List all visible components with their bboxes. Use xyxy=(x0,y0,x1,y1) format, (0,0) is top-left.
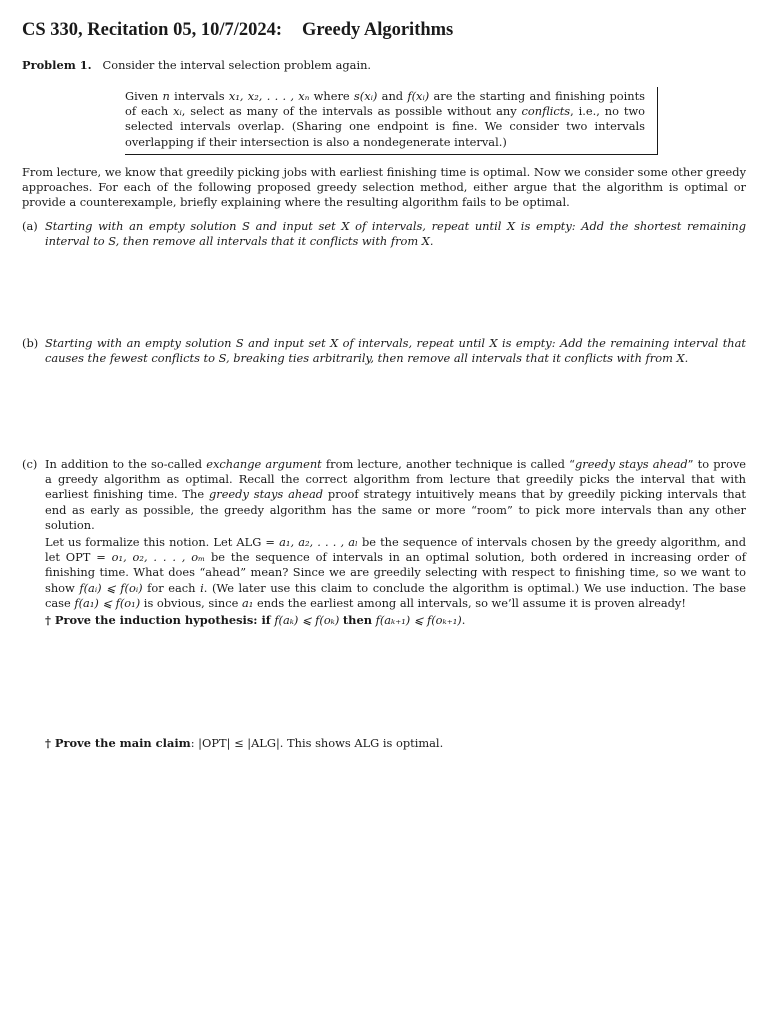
math-opt-sequence: o₁, o₂, . . . , oₘ xyxy=(111,550,206,565)
math-ahead-claim: f(aᵢ) ⩽ f(oᵢ) xyxy=(79,580,143,595)
part-c-paragraph-2 xyxy=(45,535,746,611)
c-text: proof strategy intuitively means that by greedily picking intervals that end as early as possible, the greedy algorithm has the same or more “room” to pick more intervals than any other solution. xyxy=(45,487,746,532)
c-text: be the sequence of intervals in an optimal solution, both ordered in increasing order of finishing time. What does “ahead” mean? Since we are greedily selecting with respect to finishing time, so we want to show xyxy=(45,550,746,595)
math-start: s(xᵢ) xyxy=(353,89,378,103)
c-text: from lecture, another technique is called “ xyxy=(325,457,575,471)
emphasis-conflicts: conflicts xyxy=(521,104,571,119)
lead-paragraph: From lecture, we know that greedily picking jobs with earliest finishing time is optimal. Now we consider some other greedy approaches. For each of the following proposed greedy selection method, either argue that the algorithm is optimal or provide a counterexample, briefly explaining where the resulting algorithm fails to be optimal. xyxy=(22,165,746,210)
math-conclusion: f(aₖ₊₁) ⩽ f(oₖ₊₁) xyxy=(375,613,462,628)
course-heading: CS 330, Recitation 05, 10/7/2024: xyxy=(22,20,283,40)
part-c xyxy=(22,457,746,628)
math-n: n xyxy=(162,89,170,103)
part-c-paragraph-1 xyxy=(45,457,746,533)
box-text: Given xyxy=(125,89,159,103)
c-text: Let us formalize this notion. Let ALG = xyxy=(45,535,275,550)
box-text: intervals xyxy=(174,89,225,103)
problem-statement-box xyxy=(125,87,658,155)
c-text: ends the earliest among all intervals, so we’ll assume it is proven already! xyxy=(256,595,686,610)
math-alg-sequence: a₁, a₂, . . . , aₗ xyxy=(279,535,358,550)
math-i: i xyxy=(200,580,204,595)
part-b xyxy=(22,336,746,366)
document-page xyxy=(22,18,747,750)
part-b-text: Starting with an empty solution S and input set X of intervals, repeat until X is empty: Add the remaining interval that causes the fewest conflicts to S, breaking ties arbitrarily, then remove all intervals that it conflicts with from X. xyxy=(45,336,746,366)
emphasis-greedy-stays-ahead: greedy stays ahead xyxy=(208,487,324,502)
page-title xyxy=(22,18,747,42)
main-claim-question xyxy=(22,736,746,751)
emphasis-exchange-argument: exchange argument xyxy=(206,457,322,471)
part-a xyxy=(22,219,746,249)
c-text: ” to prove a greedy algorithm as optimal. Recall the correct algorithm from lecture that greedily picks the interval that with earliest finishing time. The xyxy=(45,457,747,502)
topic-heading: Greedy Algorithms xyxy=(302,20,454,40)
c-text: for each xyxy=(147,580,196,595)
part-a-text: Starting with an empty solution S and input set X of intervals, repeat until X is empty: Add the shortest remaining interval to S, then remove all intervals that it conflicts with from X. xyxy=(45,219,746,249)
question-text: then xyxy=(342,613,372,628)
box-text: where xyxy=(313,89,350,103)
question-text: . xyxy=(461,613,466,628)
math-base-case: f(a₁) ⩽ f(o₁) xyxy=(74,595,141,610)
box-text: are the starting and finishing points of each xyxy=(125,89,645,119)
box-text: , i.e., no two selected intervals overlap. (Sharing one endpoint is fine. We consider two intervals overlapping if their intersection is also a nondegenerate interval.) xyxy=(125,104,646,149)
question-text: † Prove the main claim xyxy=(45,736,191,750)
question-text: † Prove the induction hypothesis: if xyxy=(45,613,271,628)
c-text: is obvious, since xyxy=(143,595,239,610)
c-text: . (We later use this claim to conclude the algorithm is optimal.) We use induction. The base case xyxy=(45,580,746,610)
math-hypothesis: f(aₖ) ⩽ f(oₖ) xyxy=(274,613,340,628)
math-xi: xᵢ xyxy=(173,104,182,119)
problem-intro: Consider the interval selection problem again. xyxy=(102,58,372,72)
c-text: be the sequence of intervals chosen by the greedy algorithm, and let OPT = xyxy=(45,535,746,565)
problem-heading xyxy=(22,58,747,73)
box-text: , select as many of the intervals as possible without any xyxy=(181,104,517,119)
induction-question xyxy=(45,613,746,628)
emphasis-greedy-stays-ahead: greedy stays ahead xyxy=(574,457,688,471)
problem-label: Problem 1. xyxy=(22,58,92,72)
part-c-label: (c) xyxy=(22,457,38,471)
math-interval-list: x₁, x₂, . . . , xₙ xyxy=(228,89,310,103)
part-b-label: (b) xyxy=(22,336,39,350)
box-text: and xyxy=(381,89,404,103)
c-text: In addition to the so-called xyxy=(45,457,203,471)
question-text: : |OPT| ≤ |ALG|. This shows ALG is optimal. xyxy=(190,736,444,750)
math-finish: f(xᵢ) xyxy=(407,89,430,103)
math-a1: a₁ xyxy=(241,595,254,610)
part-a-label: (a) xyxy=(22,219,38,233)
